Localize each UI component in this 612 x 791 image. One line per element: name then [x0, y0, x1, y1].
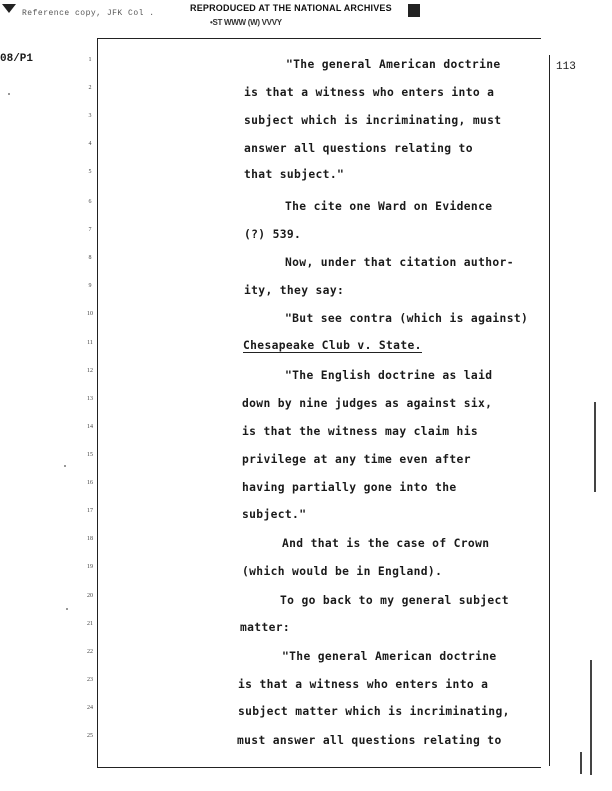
transcript-line: To go back to my general subject [280, 594, 509, 607]
scan-speck [64, 465, 66, 467]
line-number: 9 [88, 283, 92, 289]
transcript-line: "But see contra (which is against) [285, 312, 529, 325]
scan-edge-mark [594, 402, 596, 492]
line-number: 16 [87, 480, 93, 486]
transcript-line: (which would be in England). [242, 565, 443, 578]
transcript-line: matter: [240, 621, 291, 634]
side-label: 08/P1 [0, 53, 34, 65]
line-number: 5 [88, 169, 92, 175]
line-number: 1 [88, 57, 92, 63]
line-number: 18 [87, 536, 93, 542]
transcript-line: "The general American doctrine [286, 58, 501, 71]
page-number: 113 [556, 61, 576, 73]
transcript-line: is that a witness who enters into a [244, 86, 495, 99]
line-number: 4 [88, 141, 92, 147]
transcript-line: is that a witness who enters into a [238, 678, 489, 691]
transcript-line: down by nine judges as against six, [242, 397, 493, 410]
transcript-line: privilege at any time even after [242, 453, 471, 466]
line-number: 8 [88, 255, 92, 261]
transcript-line: that subject." [244, 168, 345, 181]
line-number: 15 [87, 452, 93, 458]
transcript-line: subject." [242, 508, 307, 521]
scan-speck [66, 608, 68, 610]
scan-edge-mark [590, 660, 592, 775]
transcript-line: "The English doctrine as laid [285, 369, 493, 382]
archive-stamp: REPRODUCED AT THE NATIONAL ARCHIVES [190, 3, 392, 13]
line-number: 23 [87, 677, 93, 683]
line-number: 2 [88, 85, 92, 91]
transcript-line: (?) 539. [244, 228, 302, 241]
scan-edge-mark [580, 752, 582, 774]
transcript-line: "The general American doctrine [282, 650, 497, 663]
line-number: 12 [87, 368, 93, 374]
transcript-line: is that the witness may claim his [242, 425, 478, 438]
line-number: 14 [87, 424, 93, 430]
transcript-frame-right-rule [549, 55, 550, 766]
line-number: 10 [87, 311, 93, 317]
transcript-line: subject matter which is incriminating, [238, 705, 510, 718]
corner-arrow-icon [2, 4, 16, 13]
transcript-line: ity, they say: [244, 284, 345, 297]
scan-speck [8, 93, 10, 95]
transcript-line: And that is the case of Crown [282, 537, 490, 550]
stamp-mark [408, 4, 420, 17]
transcript-line: Now, under that citation author- [285, 256, 514, 269]
line-number: 3 [88, 113, 92, 119]
transcript-line: must answer all questions relating to [237, 734, 502, 747]
transcript-line: having partially gone into the [242, 481, 457, 494]
transcript-line: The cite one Ward on Evidence [285, 200, 493, 213]
line-number: 21 [87, 621, 93, 627]
line-number: 7 [88, 227, 92, 233]
line-number: 24 [87, 705, 93, 711]
transcript-line: subject which is incriminating, must [244, 114, 502, 127]
line-number: 17 [87, 508, 93, 514]
case-citation: Chesapeake Club v. State. [243, 339, 422, 352]
line-number: 13 [87, 396, 93, 402]
transcript-line: answer all questions relating to [244, 142, 473, 155]
line-number: 25 [87, 733, 93, 739]
line-number: 20 [87, 593, 93, 599]
sub-stamp: •ST WWW (W) VVVY [210, 18, 282, 27]
line-number: 6 [88, 199, 92, 205]
line-number: 11 [87, 340, 93, 346]
line-number: 19 [87, 564, 93, 570]
line-number: 22 [87, 649, 93, 655]
reference-note: Reference copy, JFK Col . [22, 9, 155, 18]
